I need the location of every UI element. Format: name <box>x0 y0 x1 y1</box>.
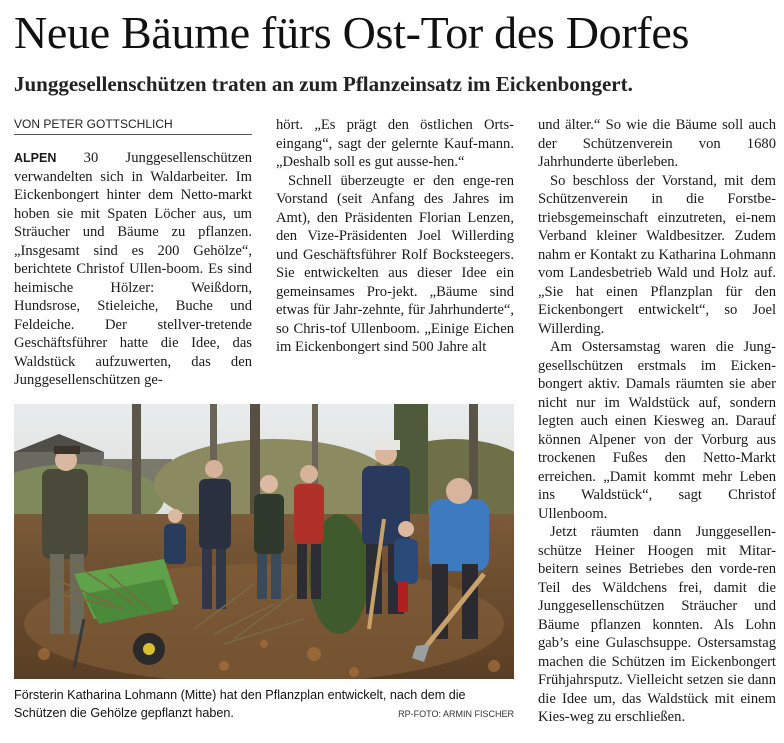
article-paragraph: Schnell überzeugte er den enge-ren Vorstand (seit Anfang des Jahres im Amt), den Präsidenten Florian Lenzen, den Vize-Präsidenten Joel Willerding und Geschäftsführer Rolf Bocksteegers. Sie entwickelten aus dieser Idee ein gemeinsames Pro-jekt. „Bäume sind etwas für Jahr-zehnte, für Jahrhunderte“, so Chris-tof Ullenboom. „Einige Eichen im Eickenbongert sind 500 Jahre alt <box>276 172 514 355</box>
article-paragraph: Am Ostersamstag waren die Jung-gesellschützen erstmals im Eicken-bongert aktiv. Damals räumten sie aber nicht nur im Waldstück auf, sondern legten auch einen Kiesweg an. Darauf können Alpener von der Vorburg aus trockenen Fußes den Netto-Markt erreichen. „Damit kommt mehr Leben ins Waldstück“, sagt Christof Ullenboom. <box>538 339 776 522</box>
photo-credit: RP-FOTO: ARMIN FISCHER <box>398 709 514 719</box>
article-paragraph: So beschloss der Vorstand, mit dem Schützenverein in die Forstbe-triebsgemeinschaft einzutreten, ei-nem Verband kleiner Waldbesitzer. Zudem nahm er Kontakt zu Katharina Lohmann vom Landesbetrieb Wald und Holz auf. „Sie hat einen Pflanzplan für den Eickenbongert entwickelt“, so Joel Willerding. <box>538 172 776 337</box>
photo-illustration <box>14 404 514 679</box>
article-column-2 <box>276 116 514 357</box>
article-paragraph: hört. „Es prägt den östlichen Orts-eingang“, sagt der gelernte Kauf-mann. „Deshalb soll es gut ausse-hen.“ <box>276 117 514 170</box>
article-paragraph <box>14 149 252 390</box>
dateline: ALPEN <box>14 151 57 165</box>
byline: VON PETER GOTTSCHLICH <box>14 116 252 135</box>
article-photo <box>14 404 514 679</box>
article-column-1 <box>14 149 252 390</box>
headline: Neue Bäume fürs Ost-Tor des Dorfes <box>14 7 690 58</box>
subheadline: Junggesellenschützen traten an zum Pflanzeinsatz im Eickenbongert. <box>14 72 633 96</box>
article-column-3 <box>538 116 776 727</box>
article-paragraph: und älter.“ So wie die Bäume soll auch der Schützenverein von 1680 Jahrhunderte überleben. <box>538 117 776 170</box>
photo-caption: Försterin Katharina Lohmann (Mitte) hat den Pflanzplan entwickelt, nach dem die Schützen die Gehölze gepflanzt haben. <box>14 688 466 720</box>
article-paragraph: Jetzt räumten dann Junggesellen-schütze Heiner Hoogen mit Mitar-beitern seines Betriebes den vorde-ren Teil des Wäldchens frei, damit die Junggesellenschützen Sträucher und Bäume pflanzen konnten. Als Lohn gab’s eine Gulaschsuppe. Ostersamstag machen die Schützen im Eickenbongert Frühjahrsputz. Vielleicht setzen sie dann die Idee um, das Waldstück mit einem Kies-weg zu erschließen. <box>538 524 776 725</box>
paragraph-text: 30 Junggesellenschützen verwandelten sich in Waldarbeiter. Im Eickenbongert hinter dem Netto-markt hoben sie mit Spaten Löcher aus, um Sträucher und Bäume zu pflanzen. „Insgesamt sind es 200 Gehölze“, berichtete Christof Ullen-boom. Es sind heimische Hölzer: Weißdorn, Hundsrose, Stieleiche, Buche und Feldeiche. Der stellver-tretende Geschäftsführer hatte die Idee, das Waldstück aufzuwerten, das den Junggesellenschützen ge- <box>14 150 252 388</box>
